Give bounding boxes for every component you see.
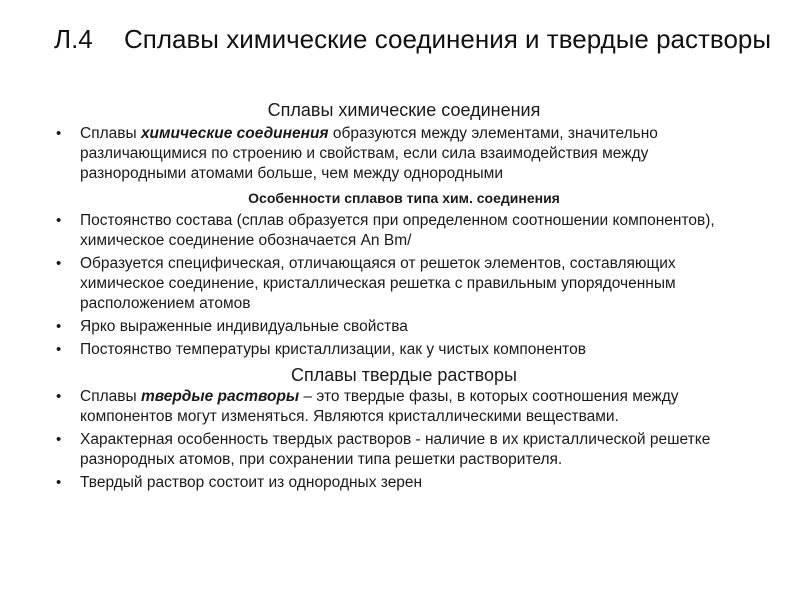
bullet-icon: • xyxy=(56,212,62,229)
list-item-text: Характерная особенность твердых растворов - наличие в их кристаллической решетке разнородных атомов, при сохранении типа решетки растворителя. xyxy=(80,431,711,468)
section1-intro-list xyxy=(54,124,754,184)
intro-lead: Сплавы xyxy=(80,125,141,142)
bullet-icon: • xyxy=(56,341,62,358)
list-item xyxy=(54,473,754,493)
intro-emphasis: химические соединения xyxy=(140,125,329,142)
bullet-icon: • xyxy=(56,255,62,272)
list-item xyxy=(54,317,754,337)
bullet-icon: • xyxy=(56,431,62,448)
section2-heading: Сплавы твердые растворы xyxy=(290,365,517,385)
intro-rest: образуются между элементами, значительно различающимися по строению и свойствам, если сила взаимодействия между разнородными атомами больше, чем между однородными xyxy=(80,125,658,182)
slide-number: Л.4 xyxy=(54,24,93,54)
section1-subheading: Особенности сплавов типа хим. соединения xyxy=(248,190,560,206)
list-item xyxy=(54,430,754,470)
list-item-text: Постоянство температуры кристаллизации, как у чистых компонентов xyxy=(80,341,586,358)
section2-list xyxy=(54,387,754,493)
bullet-icon: • xyxy=(56,318,62,335)
list-item-text: Образуется специфическая, отличающаяся от решеток элементов, составляющих химическое соединение, кристаллическая решетка с правильным упорядоченным расположением атомов xyxy=(80,255,676,312)
list-item xyxy=(54,211,754,251)
slide-title xyxy=(54,22,774,56)
list-item xyxy=(54,387,754,427)
section1-features-list xyxy=(54,211,754,360)
list-item xyxy=(54,124,754,184)
list-item-text: Постоянство состава (сплав образуется при определенном соотношении компонентов), химическое соединение обозначается An Bm/ xyxy=(80,212,715,249)
slide-content xyxy=(54,98,754,496)
list-item xyxy=(54,340,754,360)
intro-emphasis: твердые растворы xyxy=(140,388,300,405)
bullet-icon: • xyxy=(56,125,62,142)
list-item xyxy=(54,254,754,314)
bullet-icon: • xyxy=(56,474,62,491)
bullet-icon: • xyxy=(56,388,62,405)
intro-rest: – это твердые фазы, в которых соотношения между компонентов могут изменяться. Являются кристаллическими веществами. xyxy=(80,388,679,425)
intro-lead: Сплавы xyxy=(80,388,141,405)
list-item-text: Твердый раствор состоит из однородных зерен xyxy=(80,474,423,491)
list-item-text: Ярко выраженные индивидуальные свойства xyxy=(80,318,408,335)
section1-heading: Сплавы химические соединения xyxy=(267,100,541,120)
slide-title-text: Сплавы химические соединения и твердые растворы xyxy=(124,24,772,54)
